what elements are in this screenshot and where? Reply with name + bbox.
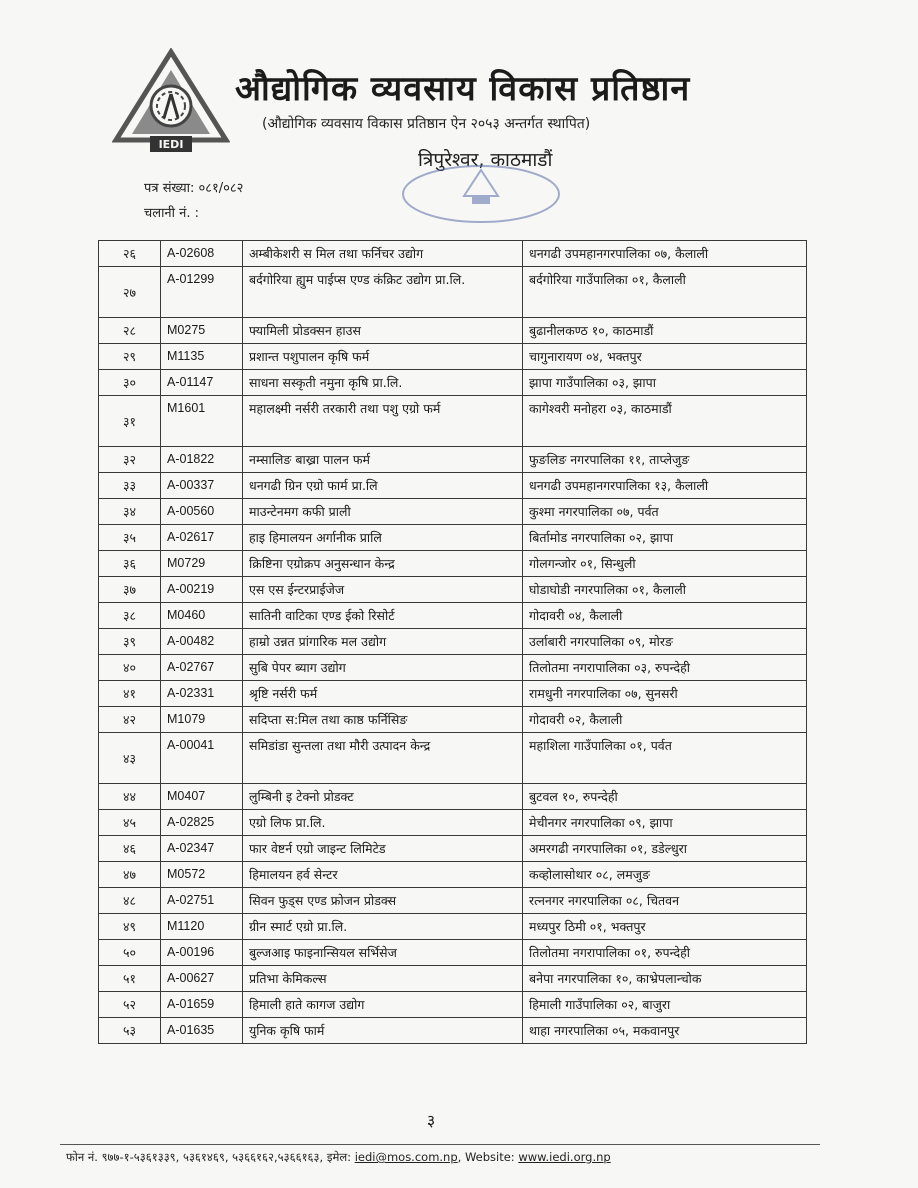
row-registration-number: A-01299 <box>161 267 243 318</box>
row-company-name: सिवन फुड्स एण्ड फ्रोजन प्रोडक्स <box>243 888 523 914</box>
row-serial-number: ३४ <box>99 499 161 525</box>
table-row <box>99 473 807 499</box>
row-company-address: कुश्मा नगरपालिका ०७, पर्वत <box>523 499 807 525</box>
row-company-address: चागुनारायण ०४, भक्तपुर <box>523 344 807 370</box>
row-company-name: धनगढी ग्रिन एग्रो फार्म प्रा.लि <box>243 473 523 499</box>
row-serial-number: ३८ <box>99 603 161 629</box>
row-registration-number: A-00196 <box>161 940 243 966</box>
row-serial-number: ३३ <box>99 473 161 499</box>
office-stamp-icon <box>398 162 564 226</box>
row-registration-number: A-00337 <box>161 473 243 499</box>
row-serial-number: ४२ <box>99 707 161 733</box>
row-serial-number: ४५ <box>99 810 161 836</box>
row-serial-number: ५३ <box>99 1018 161 1044</box>
registration-table <box>98 240 807 1044</box>
row-registration-number: A-01635 <box>161 1018 243 1044</box>
row-company-name: हिमाली हाते कागज उद्योग <box>243 992 523 1018</box>
row-company-name: हाइ हिमालयन अर्गानीक प्रालि <box>243 525 523 551</box>
row-company-name: सुबि पेपर ब्याग उद्योग <box>243 655 523 681</box>
table-row <box>99 499 807 525</box>
table-row <box>99 836 807 862</box>
page-number: ३ <box>426 1111 436 1130</box>
row-registration-number: M1120 <box>161 914 243 940</box>
row-company-name: हिमालयन हर्व सेन्टर <box>243 862 523 888</box>
row-company-name: बुल्जआइ फाइनान्सियल सर्भिसेज <box>243 940 523 966</box>
row-company-address: गोदावरी ०४, कैलाली <box>523 603 807 629</box>
row-company-address: धनगढी उपमहानगरपालिका १३, कैलाली <box>523 473 807 499</box>
row-company-address: बिर्तामोड नगरपालिका ०२, झापा <box>523 525 807 551</box>
row-company-address: महाशिला गाउँपालिका ०१, पर्वत <box>523 733 807 784</box>
row-serial-number: २८ <box>99 318 161 344</box>
row-serial-number: ४६ <box>99 836 161 862</box>
iedi-logo-icon <box>112 48 230 158</box>
row-company-address: धनगढी उपमहानगरपालिका ०७, कैलाली <box>523 241 807 267</box>
table-row <box>99 810 807 836</box>
table-row <box>99 525 807 551</box>
row-company-name: नम्सालिङ बाख्रा पालन फर्म <box>243 447 523 473</box>
row-serial-number: ३५ <box>99 525 161 551</box>
table-row <box>99 707 807 733</box>
row-company-address: रत्ननगर नगरपालिका ०८, चितवन <box>523 888 807 914</box>
row-serial-number: २७ <box>99 267 161 318</box>
table-row <box>99 344 807 370</box>
row-company-name: ग्रीन स्मार्ट एग्रो प्रा.लि. <box>243 914 523 940</box>
row-serial-number: ४९ <box>99 914 161 940</box>
table-row <box>99 629 807 655</box>
row-registration-number: M1079 <box>161 707 243 733</box>
row-company-address: कागेश्वरी मनोहरा ०३, काठमाडौं <box>523 396 807 447</box>
row-company-name: सातिनी वाटिका एण्ड ईको रिसोर्ट <box>243 603 523 629</box>
organization-name: औद्योगिक व्यवसाय विकास प्रतिष्ठान <box>235 69 691 109</box>
row-company-address: रामधुनी नगरपालिका ०७, सुनसरी <box>523 681 807 707</box>
row-registration-number: A-00482 <box>161 629 243 655</box>
table-row <box>99 784 807 810</box>
row-company-address: उर्लाबारी नगरपालिका ०९, मोरङ <box>523 629 807 655</box>
letter-number: पत्र संख्या: ०८१/०८२ <box>144 181 244 196</box>
row-registration-number: A-02825 <box>161 810 243 836</box>
row-registration-number: A-02347 <box>161 836 243 862</box>
row-company-address: फुङलिङ नगरपालिका ११, ताप्लेजुङ <box>523 447 807 473</box>
table-row <box>99 940 807 966</box>
row-company-address: गोलगन्जोर ०१, सिन्धुली <box>523 551 807 577</box>
row-serial-number: ४० <box>99 655 161 681</box>
row-serial-number: ३२ <box>99 447 161 473</box>
row-registration-number: A-02767 <box>161 655 243 681</box>
row-registration-number: A-01822 <box>161 447 243 473</box>
row-registration-number: A-00219 <box>161 577 243 603</box>
table-row <box>99 577 807 603</box>
row-serial-number: ४१ <box>99 681 161 707</box>
row-serial-number: ३६ <box>99 551 161 577</box>
table-row <box>99 551 807 577</box>
row-company-name: अम्बीकेशरी स मिल तथा फर्निचर उद्योग <box>243 241 523 267</box>
footer-website-link[interactable]: www.iedi.org.np <box>518 1150 611 1164</box>
row-company-name: क्रिष्टिना एग्रोक्रप अनुसन्धान केन्द्र <box>243 551 523 577</box>
row-company-address: बर्दगोरिया गाउँपालिका ०१, कैलाली <box>523 267 807 318</box>
row-registration-number: M0729 <box>161 551 243 577</box>
row-serial-number: ५१ <box>99 966 161 992</box>
row-company-name: हाम्रो उन्नत प्रांगारिक मल उद्योग <box>243 629 523 655</box>
row-company-name: फ्यामिली प्रोडक्सन हाउस <box>243 318 523 344</box>
footer-phone: फोन नं. ९७७-१-५३६१३३९, ५३६१४६९, ५३६६१६२,५३६६१६३, इमेल: <box>66 1150 352 1164</box>
row-company-name: बर्दगोरिया ह्युम पाईप्स एण्ड कंक्रिट उद्योग प्रा.लि. <box>243 267 523 318</box>
logo-text: IEDI <box>158 138 184 151</box>
table-row <box>99 396 807 447</box>
row-registration-number: M0460 <box>161 603 243 629</box>
row-company-address: मध्यपुर ठिमी ०१, भक्तपुर <box>523 914 807 940</box>
row-registration-number: A-02617 <box>161 525 243 551</box>
row-registration-number: A-01659 <box>161 992 243 1018</box>
row-serial-number: ५० <box>99 940 161 966</box>
row-registration-number: M0275 <box>161 318 243 344</box>
table-row <box>99 733 807 784</box>
row-company-address: मेचीनगर नगरपालिका ०९, झापा <box>523 810 807 836</box>
row-company-address: घोडाघोडी नगरपालिका ०१, कैलाली <box>523 577 807 603</box>
footer-contact <box>66 1150 826 1165</box>
row-company-name: श्रृष्टि नर्सरी फर्म <box>243 681 523 707</box>
row-registration-number: M0407 <box>161 784 243 810</box>
table-row <box>99 681 807 707</box>
table-row <box>99 862 807 888</box>
row-company-address: कव्होलासोथार ०८, लमजुङ <box>523 862 807 888</box>
table-row <box>99 370 807 396</box>
row-company-name: युनिक कृषि फार्म <box>243 1018 523 1044</box>
row-registration-number: M0572 <box>161 862 243 888</box>
row-serial-number: ३० <box>99 370 161 396</box>
row-registration-number: A-00627 <box>161 966 243 992</box>
row-company-name: महालक्ष्मी नर्सरी तरकारी तथा पशु एग्रो फर्म <box>243 396 523 447</box>
table-row <box>99 992 807 1018</box>
table-row <box>99 966 807 992</box>
row-registration-number: A-00041 <box>161 733 243 784</box>
footer-divider <box>60 1144 820 1145</box>
row-registration-number: A-02331 <box>161 681 243 707</box>
row-registration-number: A-02608 <box>161 241 243 267</box>
row-serial-number: ३९ <box>99 629 161 655</box>
row-company-address: गोदावरी ०२, कैलाली <box>523 707 807 733</box>
row-company-name: एस एस ईन्टरप्राईजेज <box>243 577 523 603</box>
row-company-address: तिलोतमा नगरापालिका ०३, रुपन्देही <box>523 655 807 681</box>
row-registration-number: M1135 <box>161 344 243 370</box>
row-company-address: तिलोतमा नगरापालिका ०१, रुपन्देही <box>523 940 807 966</box>
row-serial-number: ४७ <box>99 862 161 888</box>
row-serial-number: ४४ <box>99 784 161 810</box>
row-company-name: लुम्बिनी इ टेक्नो प्रोडक्ट <box>243 784 523 810</box>
table-row <box>99 914 807 940</box>
row-company-name: सदिप्ता स:मिल तथा काष्ठ फर्निसिङ <box>243 707 523 733</box>
dispatch-number: चलानी नं. : <box>144 206 200 221</box>
row-company-address: बनेपा नगरपालिका १०, काभ्रेपलान्चोक <box>523 966 807 992</box>
table-row <box>99 318 807 344</box>
row-registration-number: A-01147 <box>161 370 243 396</box>
row-company-name: प्रशान्त पशुपालन कृषि फर्म <box>243 344 523 370</box>
row-company-name: माउन्टेनमग कफी प्राली <box>243 499 523 525</box>
row-company-name: एग्रो लिफ प्रा.लि. <box>243 810 523 836</box>
row-company-name: प्रतिभा केमिकल्स <box>243 966 523 992</box>
organization-subtitle: (औद्योगिक व्यवसाय विकास प्रतिष्ठान ऐन २०५३ अन्तर्गत स्थापित) <box>262 116 591 132</box>
row-serial-number: २६ <box>99 241 161 267</box>
table-row <box>99 603 807 629</box>
footer-email-link[interactable]: iedi@mos.com.np <box>354 1150 458 1164</box>
organization-address: त्रिपुरेश्वर, काठमाडौं <box>418 149 553 171</box>
row-company-address: बुढानीलकण्ठ १०, काठमाडौं <box>523 318 807 344</box>
row-serial-number: ४८ <box>99 888 161 914</box>
row-company-address: थाहा नगरपालिका ०५, मकवानपुर <box>523 1018 807 1044</box>
row-company-address: अमरगढी नगरपालिका ०१, डडेल्धुरा <box>523 836 807 862</box>
table-row <box>99 447 807 473</box>
table-row <box>99 241 807 267</box>
row-company-address: झापा गाउँपालिका ०३, झापा <box>523 370 807 396</box>
row-registration-number: M1601 <box>161 396 243 447</box>
row-registration-number: A-00560 <box>161 499 243 525</box>
row-serial-number: २९ <box>99 344 161 370</box>
table-row <box>99 267 807 318</box>
row-company-address: बुटवल १०, रुपन्देही <box>523 784 807 810</box>
row-serial-number: ४३ <box>99 733 161 784</box>
row-company-name: फार वेष्टर्न एग्रो जाइन्ट लिमिटेड <box>243 836 523 862</box>
row-serial-number: ३१ <box>99 396 161 447</box>
row-serial-number: ५२ <box>99 992 161 1018</box>
table-row <box>99 1018 807 1044</box>
row-registration-number: A-02751 <box>161 888 243 914</box>
row-company-address: हिमाली गाउँपालिका ०२, बाजुरा <box>523 992 807 1018</box>
row-serial-number: ३७ <box>99 577 161 603</box>
footer-website-label: , Website: <box>457 1150 515 1164</box>
table-row <box>99 888 807 914</box>
row-company-name: साधना सस्कृती नमुना कृषि प्रा.लि. <box>243 370 523 396</box>
row-company-name: समिडांडा सुन्तला तथा मौरी उत्पादन केन्द्र <box>243 733 523 784</box>
table-row <box>99 655 807 681</box>
